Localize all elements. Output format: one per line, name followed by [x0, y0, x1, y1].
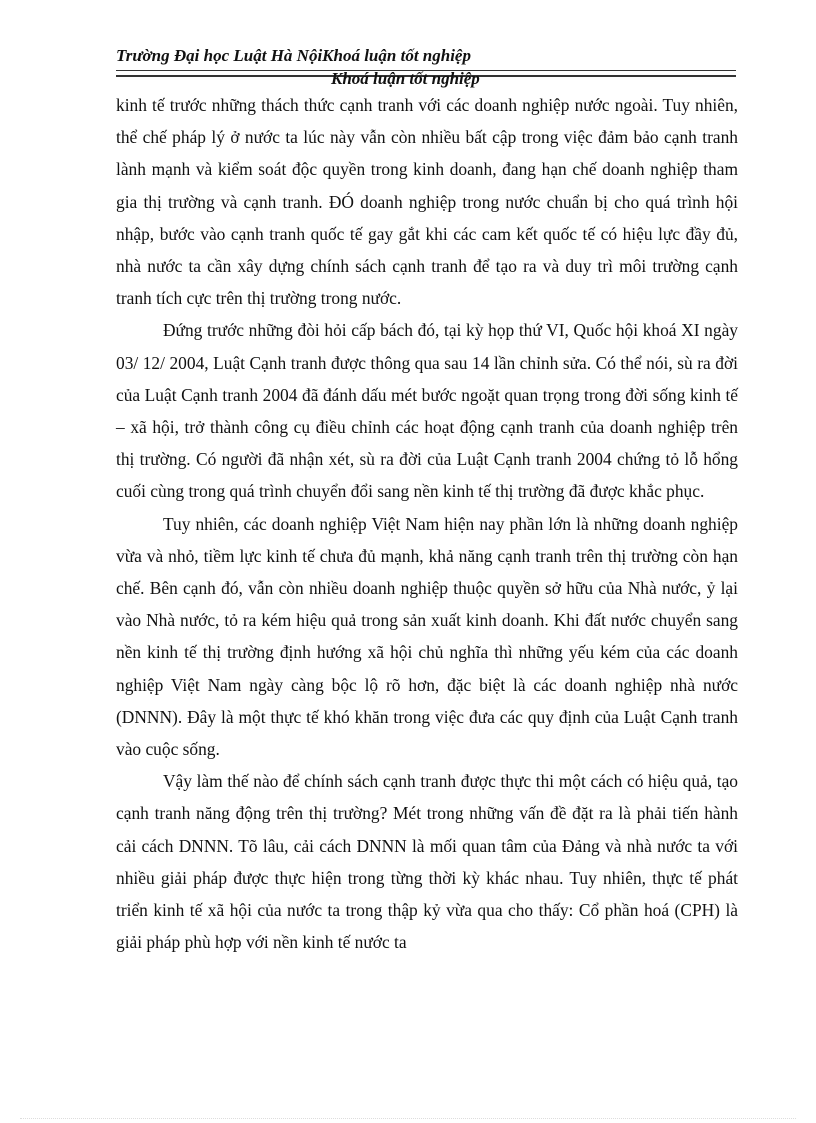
page-header [116, 46, 736, 88]
header-subtitle: Khoá luận tốt nghiệp [331, 69, 480, 88]
paragraph-4: Vậy làm thế nào để chính sách cạnh tranh được thực thi một cách có hiệu quả, tạo cạnh tranh năng động trên thị trường? Mét trong những vấn đề đặt ra là phải tiến hành cải cách DNNN. Tõ lâu, cải cách DNNN là mối quan tâm của Đảng và nhà nước ta với nhiều giải pháp được thực hiện trong từng thời kỳ khác nhau. Tuy nhiên, thực tế phát triển kinh tế xã hội của nước ta trong thập kỷ vừa qua cho thấy: Cổ phần hoá (CPH) là giải pháp phù hợp với nền kinh tế nước ta [116, 771, 738, 953]
page-bottom-border [20, 1118, 796, 1119]
header-title: Trường Đại học Luật Hà NộiKhoá luận tốt nghiệp [116, 46, 471, 65]
paragraph-3: Tuy nhiên, các doanh nghiệp Việt Nam hiện nay phần lớn là những doanh nghiệp vừa và nhỏ, tiềm lực kinh tế chưa đủ mạnh, khả năng cạnh tranh trên thị trường còn hạn chế. Bên cạnh đó, vẫn còn nhiều doanh nghiệp thuộc quyền sở hữu của Nhà nước, ỷ lại vào Nhà nước, tỏ ra kém hiệu quả trong sản xuất kinh doanh. Khi đất nước chuyển sang nền kinh tế thị trường định hướng xã hội chủ nghĩa thì những yếu kém của các doanh nghiệp Việt Nam ngày càng bộc lộ rõ hơn, đặc biệt là các doanh nghiệp nhà nước (DNNN). Đây là một thực tế khó khăn trong việc đưa các quy định của Luật Cạnh tranh vào cuộc sống. [116, 513, 738, 760]
paragraph-1: kinh tế trước những thách thức cạnh tranh với các doanh nghiệp nước ngoài. Tuy nhiên, thể chế pháp lý ở nước ta lúc này vẫn còn nhiều bất cập trong việc đảm bảo cạnh tranh lành mạnh và kiểm soát độc quyền trong kinh doanh, đang hạn chế doanh nghiệp tham gia thị trường và cạnh tranh. ĐÓ doanh nghiệp trong nước chuẩn bị cho quá trình hội nhập, bước vào cạnh tranh quốc tế gay gắt khi các cam kết quốc tế có hiệu lực đầy đủ, nhà nước ta cần xây dựng chính sách cạnh tranh để tạo ra và duy trì môi trường cạnh tranh tích cực trên thị trường trong nước. [116, 95, 738, 309]
document-body [116, 89, 738, 958]
paragraph-2: Đứng trước những đòi hỏi cấp bách đó, tại kỳ họp thứ VI, Quốc hội khoá XI ngày 03/ 12/ 2004, Luật Cạnh tranh được thông qua sau 14 lần chỉnh sửa. Có thể nói, sù ra đời của Luật Cạnh tranh 2004 đã đánh dấu mét bước ngoặt quan trọng trong đời sống kinh tế – xã hội, trở thành công cụ điều chỉnh các hoạt động cạnh tranh của doanh nghiệp trên thị trường. Có người đã nhận xét, sù ra đời của Luật Cạnh tranh 2004 chứng tỏ lỗ hổng cuối cùng trong quá trình chuyển đổi sang nền kinh tế thị trường đã được khắc phục. [116, 320, 738, 502]
